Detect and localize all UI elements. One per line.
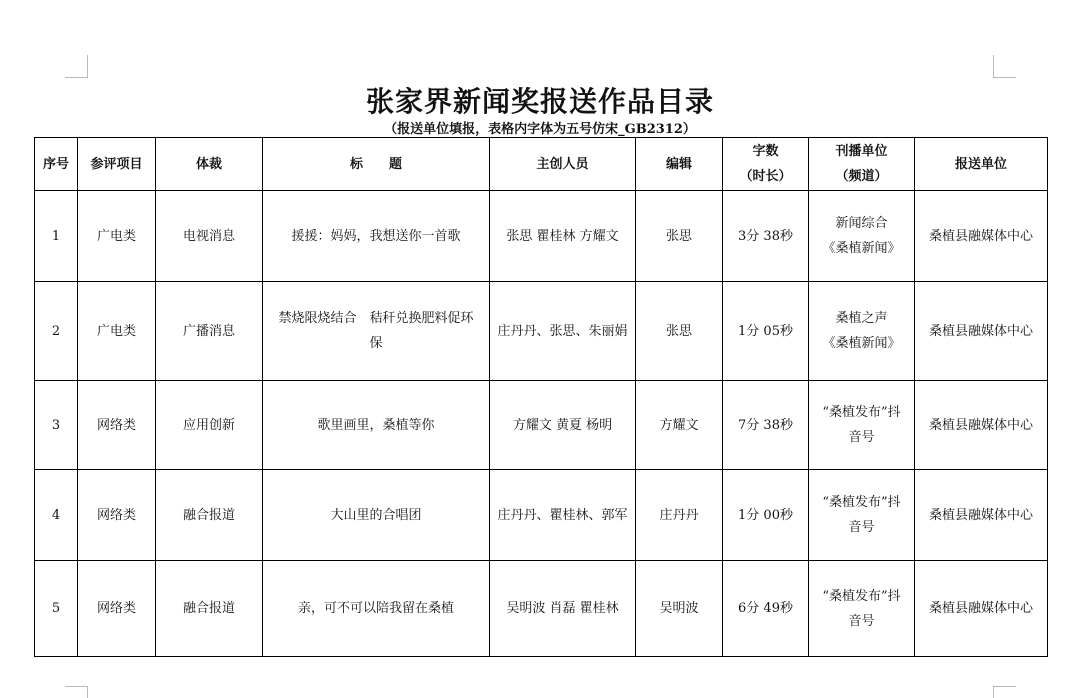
header-creators: 主创人员 xyxy=(490,138,636,191)
cell-headline xyxy=(263,282,490,381)
cell-length: 7分 38秒 xyxy=(723,381,809,470)
table-row xyxy=(35,381,1048,470)
cell-outlet-line1: “桑植发布”抖 xyxy=(822,588,901,604)
header-genre: 体裁 xyxy=(156,138,263,191)
cell-outlet-line1: “桑植发布”抖 xyxy=(822,405,901,420)
cell-seq: 1 xyxy=(35,191,78,282)
header-editor: 编辑 xyxy=(636,138,723,191)
cell-headline: 亲，可不可以陪我留在桑植 xyxy=(263,561,490,657)
cell-submitter: 桑植县融媒体中心 xyxy=(915,561,1048,657)
page-corner-mark-bottom-left xyxy=(65,686,88,698)
cell-creators: 方耀文 黄夏 杨明 xyxy=(490,381,636,470)
header-outlet-line2: （频道） xyxy=(835,169,888,184)
table-header-row xyxy=(35,138,1048,191)
cell-submitter: 桑植县融媒体中心 xyxy=(915,282,1048,381)
cell-genre: 应用创新 xyxy=(156,381,263,470)
header-headline: 标 题 xyxy=(263,138,490,191)
page-corner-mark-top-right xyxy=(993,55,1016,78)
cell-length: 6分 49秒 xyxy=(723,561,809,657)
table-row xyxy=(35,561,1048,657)
cell-seq: 4 xyxy=(35,470,78,561)
cell-editor: 方耀文 xyxy=(636,381,723,470)
header-length-line1: 字数 xyxy=(752,144,779,159)
cell-category: 广电类 xyxy=(78,282,156,381)
cell-submitter: 桑植县融媒体中心 xyxy=(915,191,1048,282)
cell-seq: 3 xyxy=(35,381,78,470)
cell-outlet xyxy=(809,282,915,381)
cell-creators: 庄丹丹、张思、朱丽娟 xyxy=(490,282,636,381)
cell-length: 3分 38秒 xyxy=(723,191,809,282)
header-submitter: 报送单位 xyxy=(915,138,1048,191)
header-outlet-line1: 刊播单位 xyxy=(835,144,888,159)
cell-seq: 2 xyxy=(35,282,78,381)
cell-editor: 吴明波 xyxy=(636,561,723,657)
cell-submitter: 桑植县融媒体中心 xyxy=(915,381,1048,470)
cell-creators: 吴明波 肖磊 瞿桂林 xyxy=(490,561,636,657)
cell-outlet-line1: 桑植之声 xyxy=(835,311,888,326)
cell-creators: 张思 瞿桂林 方耀文 xyxy=(490,191,636,282)
cell-outlet-line2: 音号 xyxy=(848,520,875,535)
cell-category: 网络类 xyxy=(78,470,156,561)
cell-category: 广电类 xyxy=(78,191,156,282)
cell-outlet xyxy=(809,381,915,470)
table-row xyxy=(35,470,1048,561)
cell-outlet-line2: 音号 xyxy=(848,430,875,445)
cell-editor: 庄丹丹 xyxy=(636,470,723,561)
cell-genre: 融合报道 xyxy=(156,561,263,657)
header-length xyxy=(723,138,809,191)
cell-length: 1分 05秒 xyxy=(723,282,809,381)
cell-category: 网络类 xyxy=(78,561,156,657)
cell-outlet-line2: 《桑植新闻》 xyxy=(822,241,901,256)
cell-outlet xyxy=(809,561,915,657)
cell-outlet-line1: “桑植发布”抖 xyxy=(822,495,901,510)
document-subtitle: （报送单位填报，表格内字体为五号仿宋_GB2312） xyxy=(384,122,696,137)
document-title: 张家界新闻奖报送作品目录 xyxy=(365,85,714,118)
cell-genre: 融合报道 xyxy=(156,470,263,561)
cell-headline: 歌里画里，桑植等你 xyxy=(263,381,490,470)
cell-outlet-line1: 新闻综合 xyxy=(835,216,888,231)
cell-headline: 大山里的合唱团 xyxy=(263,470,490,561)
cell-editor: 张思 xyxy=(636,282,723,381)
header-outlet xyxy=(809,138,915,191)
cell-creators: 庄丹丹、瞿桂林、郭军 xyxy=(490,470,636,561)
table-row xyxy=(35,191,1048,282)
header-length-line2: （时长） xyxy=(739,169,792,184)
cell-outlet xyxy=(809,470,915,561)
cell-outlet xyxy=(809,191,915,282)
cell-outlet-line2: 《桑植新闻》 xyxy=(822,336,901,351)
cell-headline-line1: 禁烧限烧结合 秸秆兑换肥料促环 xyxy=(278,311,474,326)
cell-seq: 5 xyxy=(35,561,78,657)
cell-genre: 广播消息 xyxy=(156,282,263,381)
page-corner-mark-top-left xyxy=(65,55,88,78)
table-row xyxy=(35,282,1048,381)
cell-submitter: 桑植县融媒体中心 xyxy=(915,470,1048,561)
cell-headline-line2: 保 xyxy=(369,336,383,351)
cell-headline: 援援：妈妈，我想送你一首歌 xyxy=(263,191,490,282)
cell-outlet-line2: 音号 xyxy=(848,613,875,629)
cell-editor: 张思 xyxy=(636,191,723,282)
header-category: 参评项目 xyxy=(78,138,156,191)
works-catalog-table xyxy=(34,137,1048,657)
header-seq: 序号 xyxy=(35,138,78,191)
cell-length: 1分 00秒 xyxy=(723,470,809,561)
cell-genre: 电视消息 xyxy=(156,191,263,282)
cell-category: 网络类 xyxy=(78,381,156,470)
page-corner-mark-bottom-right xyxy=(993,686,1016,698)
